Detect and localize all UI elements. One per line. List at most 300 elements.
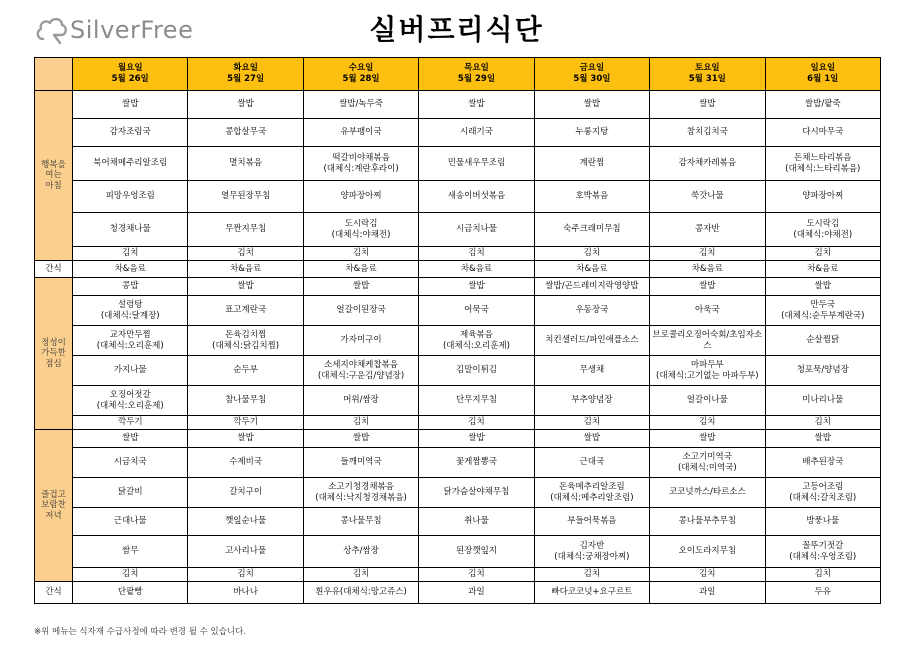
menu-cell (303, 478, 418, 508)
menu-row (35, 478, 881, 508)
dish-name: 고등어조림 (802, 481, 844, 492)
day-name: 목요일 (464, 63, 489, 74)
dish-name: 들깨미역국 (340, 457, 382, 468)
dish-name: 쌀밥 (468, 433, 485, 444)
day-date: 5월 29일 (457, 74, 496, 84)
dish-name: 쌀밥 (814, 433, 831, 444)
menu-cell (303, 296, 418, 326)
menu-cell (73, 326, 188, 356)
dish-name: 단무지무침 (455, 395, 497, 406)
menu-cell (303, 278, 418, 296)
menu-cell (534, 296, 649, 326)
menu-cell (73, 247, 188, 261)
menu-cell (765, 568, 880, 582)
snack-cell: 차&음료 (765, 261, 880, 278)
menu-cell (73, 508, 188, 536)
dish-name: 민물새우무조림 (447, 158, 506, 169)
dish-name: 된장깻잎지 (455, 546, 497, 557)
menu-row (35, 356, 881, 386)
dish-alternative: (대체식:순두부계란국) (781, 310, 865, 321)
dish-name: 김치 (352, 248, 370, 259)
snack-cell: 차&음료 (73, 261, 188, 278)
dish-name: 상추/쌈장 (343, 546, 379, 557)
dish-name: 배추된장국 (802, 457, 844, 468)
dish-name: 김치 (583, 569, 601, 580)
snack-label: 간식 (35, 261, 73, 278)
day-header (188, 58, 303, 91)
dish-name: 무짠지무침 (225, 224, 267, 235)
dish-name: 시금치국 (113, 457, 147, 468)
dish-name: 순두부 (233, 365, 258, 376)
dish-name: 쌀밥 (583, 99, 601, 110)
dish-name: 김치 (583, 248, 601, 259)
dish-name: 쌀밥 (699, 281, 716, 292)
menu-cell (303, 326, 418, 356)
menu-cell (765, 278, 880, 296)
dish-name: 콩합살무국 (225, 127, 267, 138)
dish-alternative: (대체식:구운김/양념장) (317, 370, 405, 381)
menu-cell (419, 91, 534, 119)
menu-cell (765, 448, 880, 478)
dish-name: 김치 (352, 569, 370, 580)
menu-cell (303, 568, 418, 582)
dish-alternative: (대체식:닭김치찜) (212, 340, 280, 351)
menu-cell (534, 478, 649, 508)
menu-cell (765, 91, 880, 119)
menu-cell (73, 296, 188, 326)
dish-name: 감자채카레볶음 (678, 158, 737, 169)
dish-name: 근대국 (579, 457, 605, 468)
menu-cell (534, 213, 649, 247)
dish-name: 돈육김치찜 (225, 329, 267, 340)
menu-cell (188, 247, 303, 261)
menu-row (35, 568, 881, 582)
day-name: 화요일 (233, 63, 258, 74)
dish-name: 멸치볶음 (229, 158, 263, 169)
menu-row (35, 147, 881, 181)
dish-name: 머위/쌈장 (343, 395, 379, 406)
menu-row (35, 278, 881, 296)
menu-cell (303, 247, 418, 261)
menu-cell (188, 296, 303, 326)
dish-name: 치킨샐러드/파인애플소스 (545, 335, 639, 346)
dish-name: 김치 (814, 248, 831, 259)
menu-cell (650, 213, 765, 247)
dish-name: 순살찜닭 (806, 335, 840, 346)
dish-name: 깍두기 (233, 417, 258, 428)
dish-name: 마파두부 (690, 359, 724, 370)
snack-cell: 과일 (419, 582, 534, 604)
menu-cell (765, 181, 880, 213)
menu-cell (419, 278, 534, 296)
dish-name: 김치 (468, 569, 485, 580)
dish-name: 갈치구이 (229, 487, 263, 498)
menu-cell (73, 448, 188, 478)
dish-name: 오징어젓갈 (109, 389, 151, 400)
menu-cell (419, 416, 534, 430)
menu-cell (188, 326, 303, 356)
dish-name: 쌀밥 (121, 99, 139, 110)
menu-cell (419, 568, 534, 582)
menu-cell (73, 386, 188, 416)
dish-name: 쌀밥/녹두죽 (339, 99, 384, 110)
menu-cell (303, 508, 418, 536)
meal-label-line: 점심 (45, 358, 62, 369)
dish-name: 닭가슴살야채무침 (443, 487, 510, 498)
dish-name: 쌀밥 (237, 281, 254, 292)
dish-name: 소고기청경채볶음 (328, 481, 394, 492)
day-date: 5월 27일 (227, 74, 265, 84)
menu-cell (303, 430, 418, 448)
page-header (0, 0, 913, 56)
menu-cell (765, 356, 880, 386)
day-date: 5월 30일 (573, 74, 611, 84)
dish-name: 김치 (468, 248, 485, 259)
menu-cell (765, 247, 880, 261)
dish-alternative: (대체식:궁채장아찌) (554, 551, 630, 562)
menu-cell (188, 91, 303, 119)
menu-cell (419, 430, 534, 448)
menu-row (35, 536, 881, 568)
dish-name: 쌀밥 (583, 433, 601, 444)
menu-cell (303, 448, 418, 478)
menu-cell (765, 416, 880, 430)
dish-name: 무생채 (579, 365, 605, 376)
menu-cell (73, 568, 188, 582)
menu-cell (188, 536, 303, 568)
day-name: 토요일 (695, 63, 720, 74)
dish-name: 김치 (814, 569, 831, 580)
menu-cell (534, 386, 649, 416)
meal-label-line: 가득한 (41, 348, 66, 359)
dish-name: 미나리나물 (802, 395, 844, 406)
menu-cell (650, 356, 765, 386)
snack-cell: 차&음료 (188, 261, 303, 278)
menu-cell (188, 119, 303, 147)
menu-cell (650, 536, 765, 568)
menu-cell (188, 448, 303, 478)
dish-name: 김치 (814, 417, 831, 428)
dish-name: 김치 (699, 569, 716, 580)
menu-cell (188, 181, 303, 213)
dish-name: 가지나물 (113, 365, 147, 376)
snack-cell: 단팥빵 (73, 582, 188, 604)
menu-cell (73, 416, 188, 430)
menu-cell (650, 119, 765, 147)
dish-name: 참나물무침 (225, 395, 267, 406)
menu-row (35, 91, 881, 119)
dish-name: 쌀밥 (352, 281, 370, 292)
menu-row (35, 386, 881, 416)
menu-cell (303, 119, 418, 147)
menu-cell (73, 478, 188, 508)
dish-name: 숙주크래미무침 (563, 224, 621, 235)
menu-cell (534, 416, 649, 430)
dish-name: 쌀밥 (699, 433, 716, 444)
day-date: 5월 31일 (688, 74, 726, 84)
snack-row (35, 261, 881, 278)
menu-cell (534, 119, 649, 147)
menu-cell (419, 386, 534, 416)
menu-cell (303, 91, 418, 119)
day-date: 5월 28일 (342, 74, 380, 84)
menu-cell (303, 147, 418, 181)
menu-cell (419, 147, 534, 181)
dish-name: 닭갈비 (117, 487, 143, 498)
day-name: 금요일 (579, 63, 605, 74)
dish-alternative: (대체식:메추리알조림) (550, 492, 634, 503)
dish-name: 어묵국 (464, 305, 489, 316)
day-header (419, 58, 534, 91)
menu-cell (188, 213, 303, 247)
dish-name: 감자조림국 (109, 127, 151, 138)
dish-name: 김치 (699, 417, 716, 428)
menu-cell (650, 91, 765, 119)
dish-name: 김치 (468, 417, 485, 428)
menu-cell (534, 568, 649, 582)
menu-cell (73, 147, 188, 181)
day-date: 6월 1일 (807, 74, 839, 84)
dish-name: 깍두기 (117, 417, 143, 428)
menu-cell (534, 247, 649, 261)
dish-name: 김치 (237, 248, 254, 259)
menu-cell (534, 278, 649, 296)
menu-cell (303, 536, 418, 568)
day-header (534, 58, 649, 91)
dish-name: 쌀밥 (468, 281, 485, 292)
snack-cell: 과일 (650, 582, 765, 604)
dish-name: 교자만두찜 (109, 329, 151, 340)
dish-name: 콩나물무침 (340, 516, 382, 527)
dish-name: 쌀밥/팥죽 (804, 99, 841, 110)
meal-label-line: 저녁 (45, 510, 62, 521)
menu-cell (765, 478, 880, 508)
menu-cell (73, 536, 188, 568)
menu-row (35, 430, 881, 448)
dish-name: 쌀밥 (814, 281, 831, 292)
dish-name: 청포묵/양념장 (796, 365, 849, 376)
menu-cell (534, 448, 649, 478)
dish-name: 콩자반 (695, 224, 720, 235)
menu-cell (419, 478, 534, 508)
dish-name: 얼갈이나물 (686, 395, 728, 406)
menu-cell (419, 181, 534, 213)
dish-name: 도시락김 (806, 218, 840, 229)
weekly-menu-table (34, 57, 881, 604)
day-header-row (35, 58, 881, 91)
menu-cell (73, 213, 188, 247)
menu-cell (534, 91, 649, 119)
menu-row (35, 181, 881, 213)
dish-name: 우동장국 (575, 305, 609, 316)
menu-cell (650, 247, 765, 261)
dish-alternative: (대체식:느타리볶음) (785, 163, 861, 174)
menu-cell (419, 296, 534, 326)
dish-name: 다시마무국 (802, 127, 844, 138)
menu-cell (419, 356, 534, 386)
menu-cell (303, 386, 418, 416)
meal-label-line: 여는 (45, 170, 62, 181)
dish-name: 시래기국 (460, 127, 493, 138)
day-name: 일요일 (810, 63, 836, 74)
menu-cell (188, 278, 303, 296)
dish-alternative: (대체식:야채전) (331, 229, 391, 240)
day-date: 5월 26일 (111, 74, 149, 84)
snack-cell: 차&음료 (650, 261, 765, 278)
dish-name: 가자미구이 (340, 335, 382, 346)
menu-cell (303, 181, 418, 213)
lunch-label (35, 278, 73, 430)
dish-name: 양파장아찌 (340, 191, 382, 202)
dish-name: 누룽지탕 (575, 127, 609, 138)
menu-cell (765, 386, 880, 416)
dish-name: 꽃게짬뽕국 (455, 457, 497, 468)
menu-cell (73, 119, 188, 147)
menu-cell (650, 416, 765, 430)
meal-label-line: 즐겁고 (41, 489, 66, 500)
menu-cell (419, 536, 534, 568)
dish-name: 제육볶음 (460, 329, 493, 340)
day-name: 수요일 (348, 63, 374, 74)
dish-name: 양파장아찌 (802, 191, 844, 202)
menu-cell (765, 508, 880, 536)
menu-cell (188, 508, 303, 536)
dish-name: 소고기미역국 (682, 451, 732, 462)
dish-name: 쌀밥 (468, 99, 485, 110)
menu-cell (73, 278, 188, 296)
menu-cell (73, 181, 188, 213)
dish-name: 콩밥 (121, 281, 139, 292)
dish-name: 쌀밥 (699, 99, 716, 110)
dish-alternative: (대체식:우엉조림) (789, 551, 857, 562)
menu-cell (534, 430, 649, 448)
snack-row (35, 582, 881, 604)
dish-name: 부추양념장 (571, 395, 613, 406)
menu-row (35, 247, 881, 261)
snack-cell: 차&음료 (419, 261, 534, 278)
dish-alternative: (대체식:달계장) (100, 310, 160, 321)
dish-alternative: (대체식:계란후라이) (323, 163, 399, 174)
dish-name: 계란찜 (579, 158, 605, 169)
menu-cell (419, 119, 534, 147)
snack-label: 간식 (35, 582, 73, 604)
dish-name: 김말이튀김 (455, 365, 497, 376)
menu-cell (188, 147, 303, 181)
dish-name: 설렁탕 (117, 299, 143, 310)
menu-cell (650, 386, 765, 416)
dish-name: 표고계란국 (225, 305, 267, 316)
menu-cell (765, 296, 880, 326)
menu-cell (650, 478, 765, 508)
menu-cell (765, 430, 880, 448)
menu-cell (650, 147, 765, 181)
day-header (303, 58, 418, 91)
menu-cell (650, 278, 765, 296)
menu-row (35, 296, 881, 326)
menu-cell (303, 356, 418, 386)
menu-cell (650, 181, 765, 213)
dish-name: 오이도라지무침 (678, 546, 737, 557)
menu-cell (765, 147, 880, 181)
dish-name: 피망우엉조림 (105, 191, 155, 202)
menu-row (35, 119, 881, 147)
dish-name: 부들어묵볶음 (567, 516, 617, 527)
dish-name: 돈육메추리알조림 (559, 481, 625, 492)
menu-row (35, 416, 881, 430)
dinner-label (35, 430, 73, 582)
meal-label-line: 행복을 (41, 159, 66, 170)
dish-name: 쌀밥 (352, 433, 370, 444)
menu-cell (419, 508, 534, 536)
snack-cell: 차&음료 (303, 261, 418, 278)
menu-row (35, 213, 881, 247)
menu-cell (534, 326, 649, 356)
menu-cell (419, 448, 534, 478)
menu-cell (650, 448, 765, 478)
menu-cell (765, 119, 880, 147)
menu-cell (650, 508, 765, 536)
dish-name: 김치 (352, 417, 370, 428)
menu-cell (73, 356, 188, 386)
dish-alternative: (대체식:오리훈제) (442, 340, 510, 351)
dish-name: 김치 (237, 569, 254, 580)
dish-name: 북어채메주리알조림 (93, 158, 168, 169)
dish-name: 쌀밥 (237, 433, 254, 444)
dish-name: 도시락김 (344, 218, 378, 229)
dish-name: 수제비국 (229, 457, 263, 468)
dish-name: 돈채느타리볶음 (794, 152, 852, 163)
menu-cell (188, 356, 303, 386)
dish-name: 유부팽이국 (340, 127, 382, 138)
menu-cell (534, 147, 649, 181)
dish-name: 취나물 (464, 516, 489, 527)
menu-cell (650, 326, 765, 356)
dish-name: 새송이버섯볶음 (447, 191, 506, 202)
dish-name: 시금치나물 (455, 224, 497, 235)
menu-cell (765, 326, 880, 356)
menu-cell (419, 326, 534, 356)
dish-name: 호박볶음 (575, 191, 609, 202)
dish-alternative: (대체식:갈치조림) (789, 492, 857, 503)
day-header (650, 58, 765, 91)
menu-row (35, 326, 881, 356)
menu-row (35, 508, 881, 536)
menu-cell (650, 296, 765, 326)
logo-text: SilverFree (70, 16, 194, 44)
dish-name: 김치 (121, 569, 139, 580)
menu-cell (188, 386, 303, 416)
dish-name: 김치 (699, 248, 716, 259)
dish-name: 열무된장무침 (220, 191, 271, 202)
dish-name: 청경채나물 (109, 224, 151, 235)
day-name: 월요일 (117, 63, 143, 74)
menu-cell (650, 430, 765, 448)
meal-label-line: 정성이 (41, 337, 66, 348)
dish-name: 김치 (121, 248, 139, 259)
dish-alternative: (대체식:오리훈제) (96, 340, 164, 351)
menu-cell (303, 213, 418, 247)
menu-cell (419, 213, 534, 247)
snack-cell: 빠다코코넛+요구르트 (534, 582, 649, 604)
menu-cell (765, 213, 880, 247)
menu-cell (534, 181, 649, 213)
dish-name: 소세지야채케찹볶음 (324, 359, 398, 370)
menu-cell (650, 568, 765, 582)
menu-cell (188, 430, 303, 448)
dish-alternative: (대체식:고기없는 마파두부) (656, 370, 759, 381)
menu-row (35, 448, 881, 478)
menu-cell (419, 247, 534, 261)
